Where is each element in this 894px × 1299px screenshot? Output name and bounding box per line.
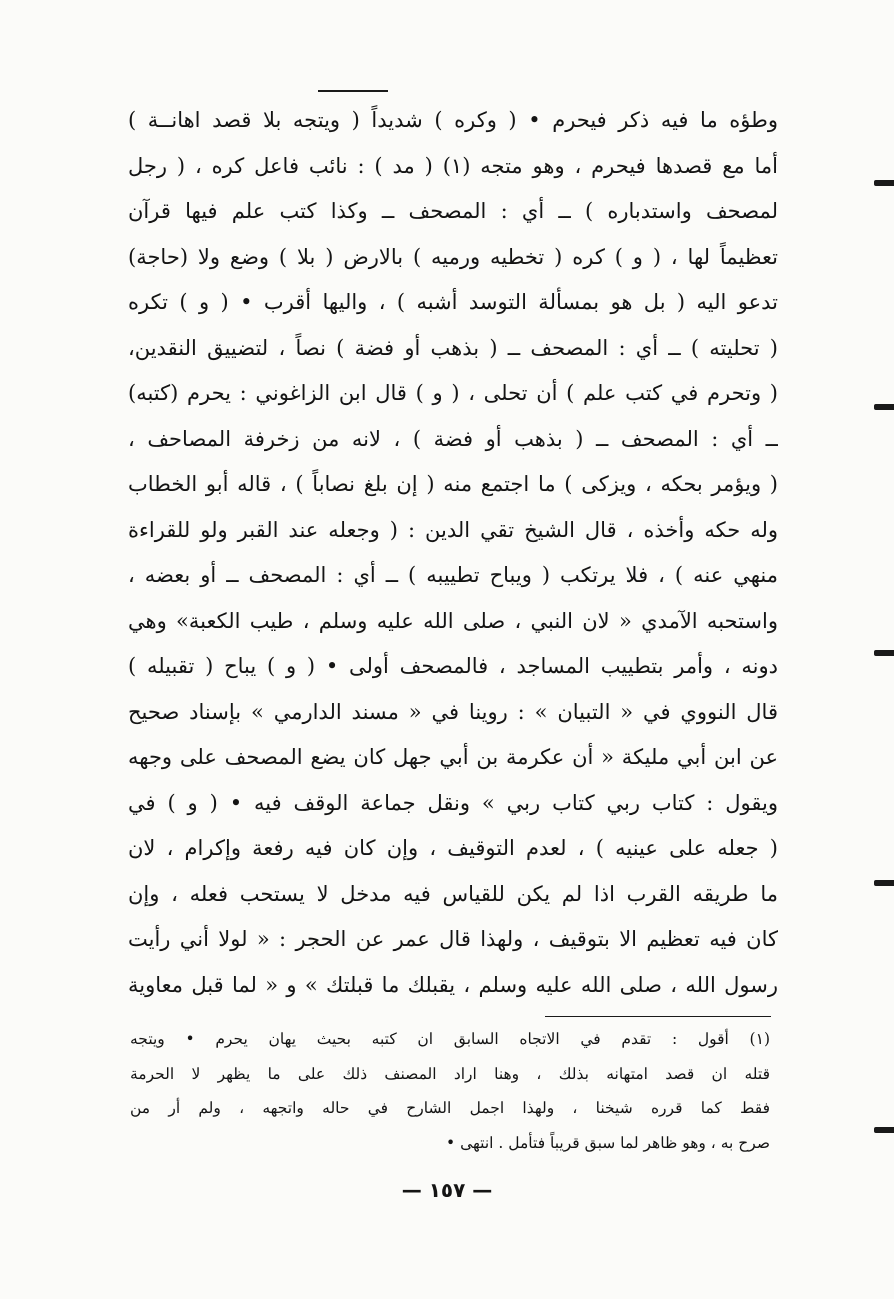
- footnote-line: قتله ان قصد امتهانه بذلك ، وهنا اراد المصنف ذلك على ما يظهر لا الحرمة: [130, 1064, 770, 1083]
- text-line: دونه ، وأمر بتطييب المساجد ، فالمصحف أولى • ( و ) يباح ( تقبيله ): [128, 654, 778, 678]
- text-line: أما مع قصدها فيحرم ، وهو متجه (١) ( مد ) : نائب فاعل كره ، ( رجل: [128, 153, 778, 178]
- text-line: كان فيه تعظيم الا بتوقيف ، ولهذا قال عمر عن الحجر : « لولا أني رأيت: [128, 927, 778, 951]
- edge-tick: [874, 880, 894, 886]
- text-line: قال النووي في « التبيان » : روينا في « مسند الدارمي » بإسناد صحيح: [128, 699, 778, 724]
- text-line: تعظيماً لها ، ( و ) كره ( تخطيه ورميه ) بالارض ( بلا ) وضع ولا (حاجة): [128, 244, 778, 269]
- text-line: وله حكه وأخذه ، قال الشيخ تقي الدين : ( وجعله عند القبر ولو للقراءة: [128, 517, 778, 542]
- edge-tick: [874, 650, 894, 656]
- text-line: ( ويؤمر بحكه ، ويزكى ) ما اجتمع منه ( إن بلغ نصاباً ) ، قاله أبو الخطاب: [128, 472, 778, 496]
- text-line: ما طريقه القرب اذا لم يكن للقياس فيه مدخل لا يستحب فعله ، وإن: [128, 881, 778, 906]
- footnote-line: فقط كما قرره شيخنا ، ولهذا اجمل الشارح في حاله واتجهه ، ولم أر من: [130, 1099, 770, 1117]
- text-line: ( تحليته ) ــ أي : المصحف ــ ( بذهب أو فضة ) نصاً ، لتضييق النقدين،: [128, 335, 778, 360]
- footnote-separator: [545, 1016, 771, 1017]
- text-line: عن ابن أبي مليكة « أن عكرمة بن أبي جهل كان يضع المصحف على وجهه: [128, 745, 778, 769]
- text-line: رسول الله ، صلى الله عليه وسلم ، يقبلك ما قبلتك » و « لما قبل معاوية: [128, 972, 778, 997]
- edge-tick: [874, 1127, 894, 1133]
- text-line: واستحبه الآمدي « لان النبي ، صلى الله عليه وسلم ، طيب الكعبة» وهي: [128, 608, 778, 633]
- text-line: ( وتحرم في كتب علم ) أن تحلى ، ( و ) قال ابن الزاغوني : يحرم (كتبه): [128, 381, 778, 405]
- text-line: لمصحف واستدباره ) ــ أي : المصحف ــ وكذا كتب علم فيها قرآن: [128, 199, 778, 223]
- footnote-line: صرح به ، وهو ظاهر لما سبق قريباً فتأمل . انتهى •: [446, 1133, 770, 1152]
- footnote: [130, 1022, 770, 1160]
- text-line: ويقول : كتاب ربي كتاب ربي » ونقل جماعة الوقف فيه • ( و ) في: [128, 790, 778, 815]
- overline-mark: [318, 90, 388, 92]
- text-line: ــ أي : المصحف ــ ( بذهب أو فضة ) ، لانه من زخرفة المصاحف ،: [128, 426, 778, 451]
- edge-tick: [874, 180, 894, 186]
- text-line: ( جعله على عينيه ) ، لعدم التوقيف ، وإن كان فيه رفعة وإكرام ، لان: [128, 836, 778, 860]
- page-number: — ١٥٧ —: [401, 1178, 493, 1202]
- text-line: وطؤه ما فيه ذكر فيحرم • ( وكره ) شديداً ( ويتجه بلا قصد اهانــة ): [128, 108, 778, 132]
- edge-tick: [874, 404, 894, 410]
- main-text: [128, 98, 778, 1008]
- text-line: تدعو اليه ( بل هو بمسألة التوسد أشبه ) ، واليها أقرب • ( و ) تكره: [128, 290, 778, 314]
- footnote-line: (١) أقول : تقدم في الاتجاه السابق ان كتبه بحيث يهان يحرم • ويتجه: [130, 1030, 770, 1048]
- text-line: منهي عنه ) ، فلا يرتكب ( ويباح تطييبه ) ــ أي : المصحف ــ أو بعضه ،: [128, 563, 778, 587]
